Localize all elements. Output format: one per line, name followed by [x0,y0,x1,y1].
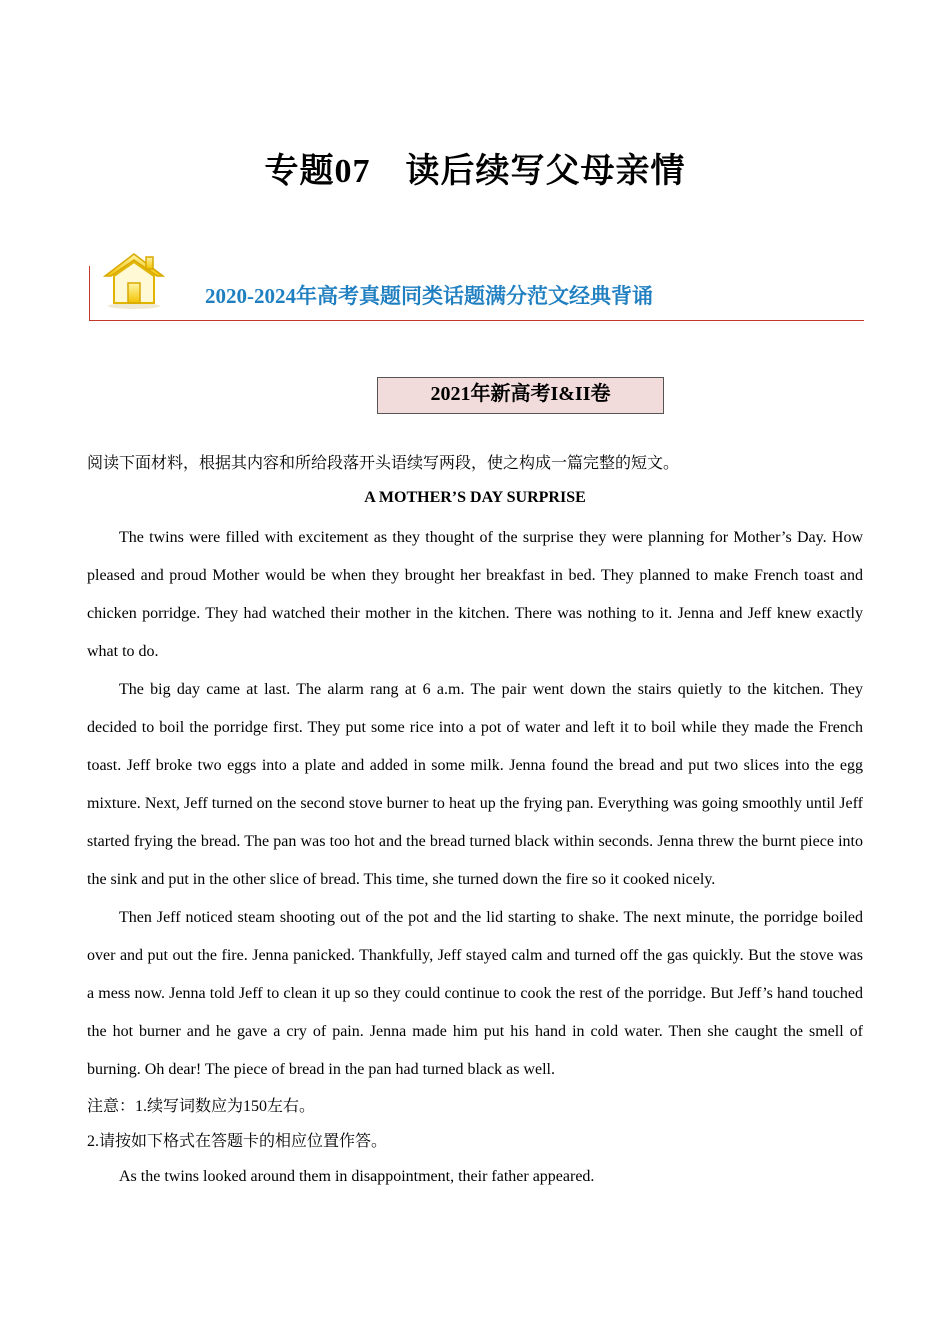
exam-label: 2021年新高考I&II卷 [377,377,664,414]
section-banner [89,250,864,322]
document-body [87,452,863,1189]
story-paragraph-2: The big day came at last. The alarm rang at 6 a.m. The pair went down the stairs quietly to the kitchen. They decided to boil the porridge first. They put some rice into a pot of water and left it to boil while they made the French toast. Jeff broke two eggs into a plate and added in some milk. Jenna found the bread and put two slices into the egg mixture. Next, Jeff turned on the second stove burner to heat up the frying pan. Everything was going smoothly until Jeff started frying the bread. The pan was too hot and the bread turned black within seconds. Jenna threw the burnt piece into the sink and put in the other slice of bread. This time, she turned down the fire so it cooked nicely. [87,681,863,888]
page-title: 专题07 读后续写父母亲情 [264,153,686,190]
continuation-prompt: As the twins looked around them in disappointment, their father appeared. [119,1168,595,1185]
note-word-count: 注意：1.续写词数应为150左右。 [87,1098,316,1115]
section-banner-title: 2020-2024年高考真题同类话题满分范文经典背诵 [205,284,653,308]
story-paragraph-1: The twins were filled with excitement as they thought of the surprise they were planning for Mother’s Day. How pleased and proud Mother would be when they brought her breakfast in bed. They planned to make French toast and chicken porridge. They had watched their mother in the kitchen. There was nothing to it. Jenna and Jeff knew exactly what to do. [87,529,863,660]
instruction-text: 阅读下面材料，根据其内容和所给段落开头语续写两段，使之构成一篇完整的短文。 [87,455,680,472]
banner-bottom-rule [89,320,864,321]
house-icon [101,250,167,310]
story-title: A MOTHER’S DAY SURPRISE [364,489,586,506]
banner-left-rule [89,266,90,320]
story-paragraph-3: Then Jeff noticed steam shooting out of the pot and the lid starting to shake. The next minute, the porridge boiled over and put out the fire. Jenna panicked. Thankfully, Jeff stayed calm and turned off the gas quickly. But the stove was a mess now. Jenna told Jeff to clean it up so they could continue to cook the rest of the porridge. But Jeff’s hand touched the hot burner and he gave a cry of pain. Jenna made him put his hand in cold water. Then she caught the smell of burning. Oh dear! The piece of bread in the pan had turned black as well. [87,909,863,1078]
note-answer-format: 2.请按如下格式在答题卡的相应位置作答。 [87,1133,388,1150]
